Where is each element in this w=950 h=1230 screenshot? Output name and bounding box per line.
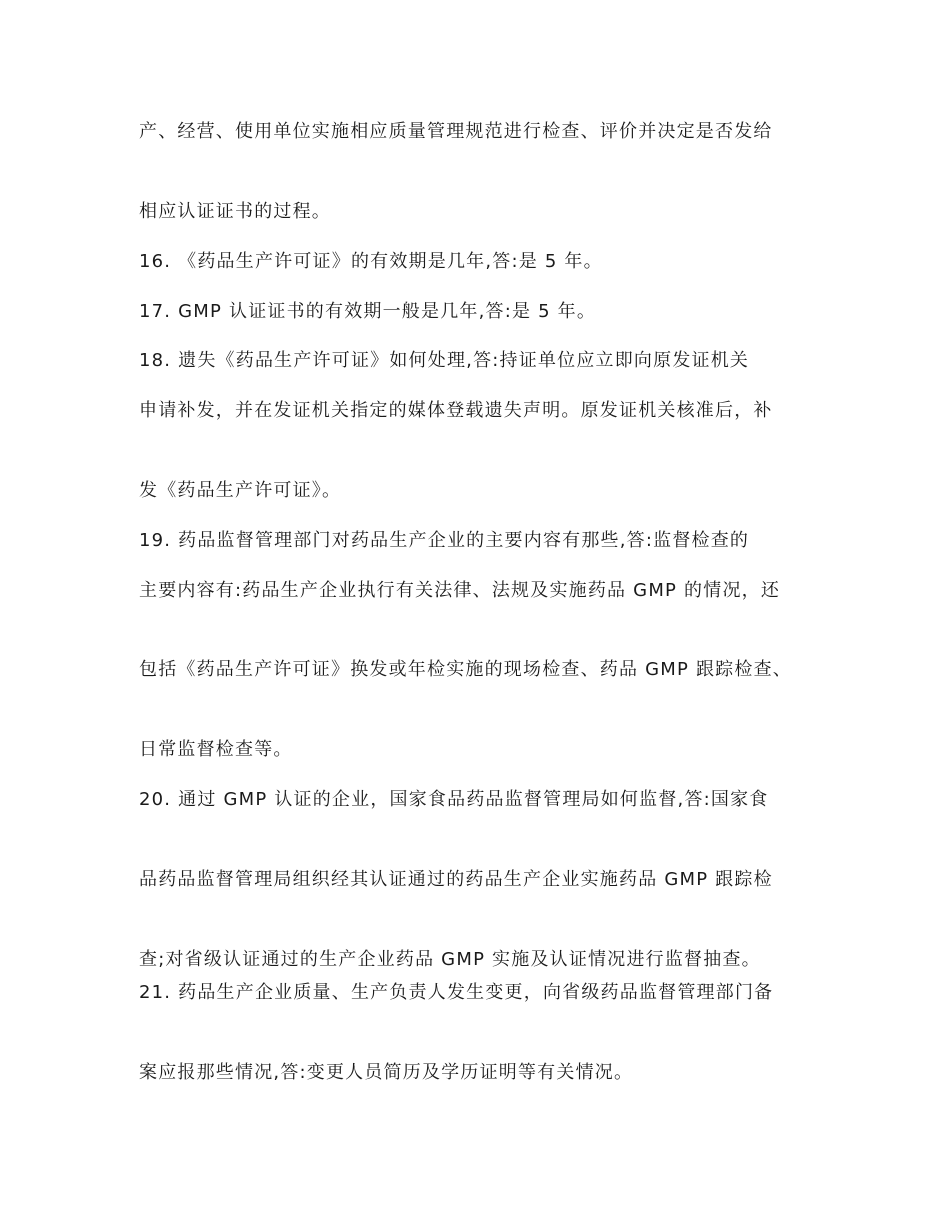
paragraph-line: 案应报那些情况,答:变更人员简历及学历证明等有关情况。 <box>139 1062 634 1083</box>
paragraph-line: 发《药品生产许可证》。 <box>139 480 342 501</box>
qa-item-21: 21. 药品生产企业质量、生产负责人发生变更，向省级药品监督管理部门备 <box>139 982 774 1003</box>
paragraph-line: 申请补发，并在发证机关指定的媒体登载遗失声明。原发证机关核准后，补 <box>139 400 773 421</box>
paragraph-line: 产、经营、使用单位实施相应质量管理规范进行检查、评价并决定是否发给 <box>139 121 773 142</box>
qa-item-19: 19. 药品监督管理部门对药品生产企业的主要内容有那些,答:监督检查的 <box>139 530 750 551</box>
qa-item-16: 16. 《药品生产许可证》的有效期是几年,答:是 5 年。 <box>139 251 603 272</box>
paragraph-line: 品药品监督管理局组织经其认证通过的药品生产企业实施药品 GMP 跟踪检 <box>139 869 773 890</box>
paragraph-line: 日常监督检查等。 <box>139 739 293 760</box>
paragraph-line: 包括《药品生产许可证》换发或年检实施的现场检查、药品 GMP 跟踪检查、 <box>139 659 792 680</box>
paragraph-line: 主要内容有:药品生产企业执行有关法律、法规及实施药品 GMP 的情况，还 <box>139 580 781 601</box>
qa-item-18: 18. 遗失《药品生产许可证》如何处理,答:持证单位应立即向原发证机关 <box>139 350 750 371</box>
paragraph-line: 查;对省级认证通过的生产企业药品 GMP 实施及认证情况进行监督抽查。 <box>139 949 761 970</box>
qa-item-20: 20. 通过 GMP 认证的企业，国家食品药品监督管理局如何监督,答:国家食 <box>139 789 769 810</box>
paragraph-line: 相应认证证书的过程。 <box>139 201 331 222</box>
qa-item-17: 17. GMP 认证证书的有效期一般是几年,答:是 5 年。 <box>139 301 597 322</box>
